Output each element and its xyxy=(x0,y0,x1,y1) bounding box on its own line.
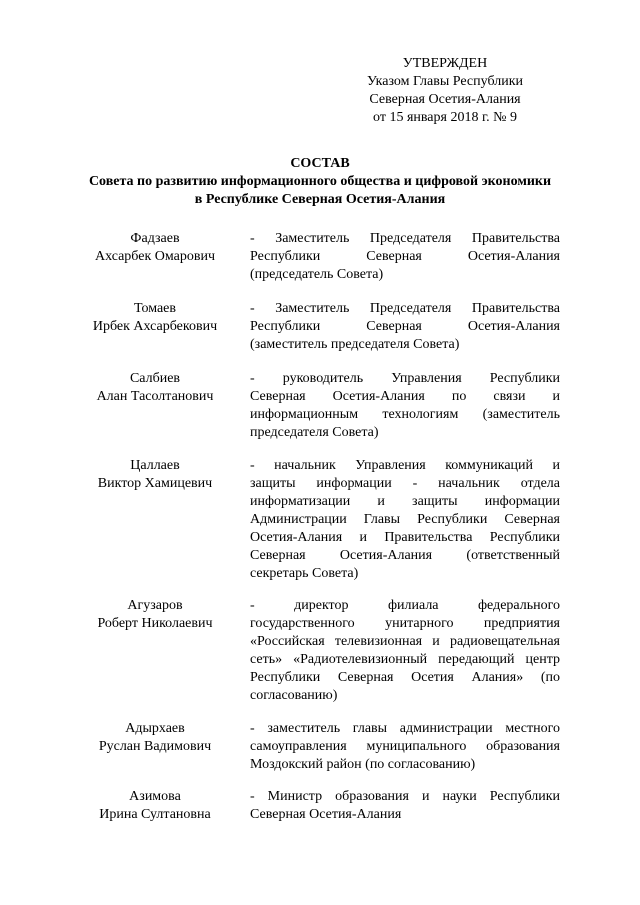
member-given-name: Руслан Вадимович xyxy=(98,739,212,754)
document-title: СОСТАВ xyxy=(290,156,350,171)
role-line: самоуправления муниципального образования xyxy=(250,739,560,754)
role-line: секретарь Совета) xyxy=(250,566,359,581)
member-role xyxy=(250,597,560,705)
role-line: - директор филиала федерального xyxy=(250,598,560,613)
role-line: сеть» «Радиотелевизионный передающий центр xyxy=(250,652,560,667)
role-line: Северная Осетия-Алания xyxy=(250,807,402,822)
document-heading xyxy=(60,155,580,209)
role-line: информационным технологиям (заместитель xyxy=(250,407,560,422)
role-line: - Заместитель Председателя Правительства xyxy=(250,231,560,246)
member-name xyxy=(60,300,250,336)
member-name xyxy=(60,720,250,756)
role-line: председателя Совета) xyxy=(250,425,379,440)
member-role xyxy=(250,457,560,583)
member-name xyxy=(60,788,250,824)
role-line: (заместитель председателя Совета) xyxy=(250,337,460,352)
member-role xyxy=(250,230,560,284)
member-role xyxy=(250,788,560,824)
member-surname: Адырхаев xyxy=(125,721,185,736)
role-line: - Заместитель Председателя Правительства xyxy=(250,301,560,316)
role-line: согласованию) xyxy=(250,688,338,703)
member-surname: Агузаров xyxy=(127,598,183,613)
approval-stamp xyxy=(330,55,560,127)
member-given-name: Алан Тасолтанович xyxy=(96,389,214,404)
role-line: Северная Осетия-Алания (ответственный xyxy=(250,548,560,563)
role-line: Моздокский район (по согласованию) xyxy=(250,757,476,772)
member-role xyxy=(250,720,560,774)
role-line: - заместитель главы администрации местного xyxy=(250,721,560,736)
member-given-name: Роберт Николаевич xyxy=(97,616,213,631)
role-line: информатизации и защиты информации xyxy=(250,494,560,509)
role-line: Северная Осетия-Алания по связи и xyxy=(250,389,560,404)
member-name xyxy=(60,230,250,266)
role-line: - Министр образования и науки Республики xyxy=(250,789,560,804)
approval-line: Северная Осетия-Алания xyxy=(369,92,521,107)
role-line: Администрации Главы Республики Северная xyxy=(250,512,560,527)
role-line: - начальник Управления коммуникаций и xyxy=(250,458,560,473)
document-subtitle: в Республике Северная Осетия-Алания xyxy=(194,192,446,207)
member-surname: Цаллаев xyxy=(130,458,180,473)
member-name xyxy=(60,370,250,406)
member-surname: Фадзаев xyxy=(130,231,180,246)
member-surname: Азимова xyxy=(129,789,181,804)
member-name xyxy=(60,597,250,633)
role-line: Республики Северная Осетия Алания» (по xyxy=(250,670,560,685)
role-line: Республики Северная Осетия-Алания xyxy=(250,249,560,264)
role-line: Республики Северная Осетия-Алания xyxy=(250,319,560,334)
approval-date: от 15 января 2018 г. № 9 xyxy=(373,110,517,125)
member-given-name: Ирбек Ахсарбекович xyxy=(92,319,218,334)
member-given-name: Виктор Хамицевич xyxy=(97,476,213,491)
member-surname: Томаев xyxy=(133,301,177,316)
approval-title: УТВЕРЖДЕН xyxy=(402,56,488,71)
member-surname: Салбиев xyxy=(129,371,181,386)
role-line: Осетия-Алания и Правительства Республики xyxy=(250,530,560,545)
role-line: - руководитель Управления Республики xyxy=(250,371,560,386)
member-role xyxy=(250,300,560,354)
role-line: защиты информации - начальник отдела xyxy=(250,476,560,491)
member-given-name: Ирина Султановна xyxy=(99,807,211,822)
role-line: (председатель Совета) xyxy=(250,267,384,282)
document-subtitle: Совета по развитию информационного общества и цифровой экономики xyxy=(88,174,552,189)
approval-line: Указом Главы Республики xyxy=(366,74,524,89)
member-given-name: Ахсарбек Омарович xyxy=(95,249,215,264)
member-name xyxy=(60,457,250,493)
member-role xyxy=(250,370,560,442)
role-line: «Российская телевизионная и радиовещательная xyxy=(250,634,560,649)
role-line: государственного унитарного предприятия xyxy=(250,616,560,631)
